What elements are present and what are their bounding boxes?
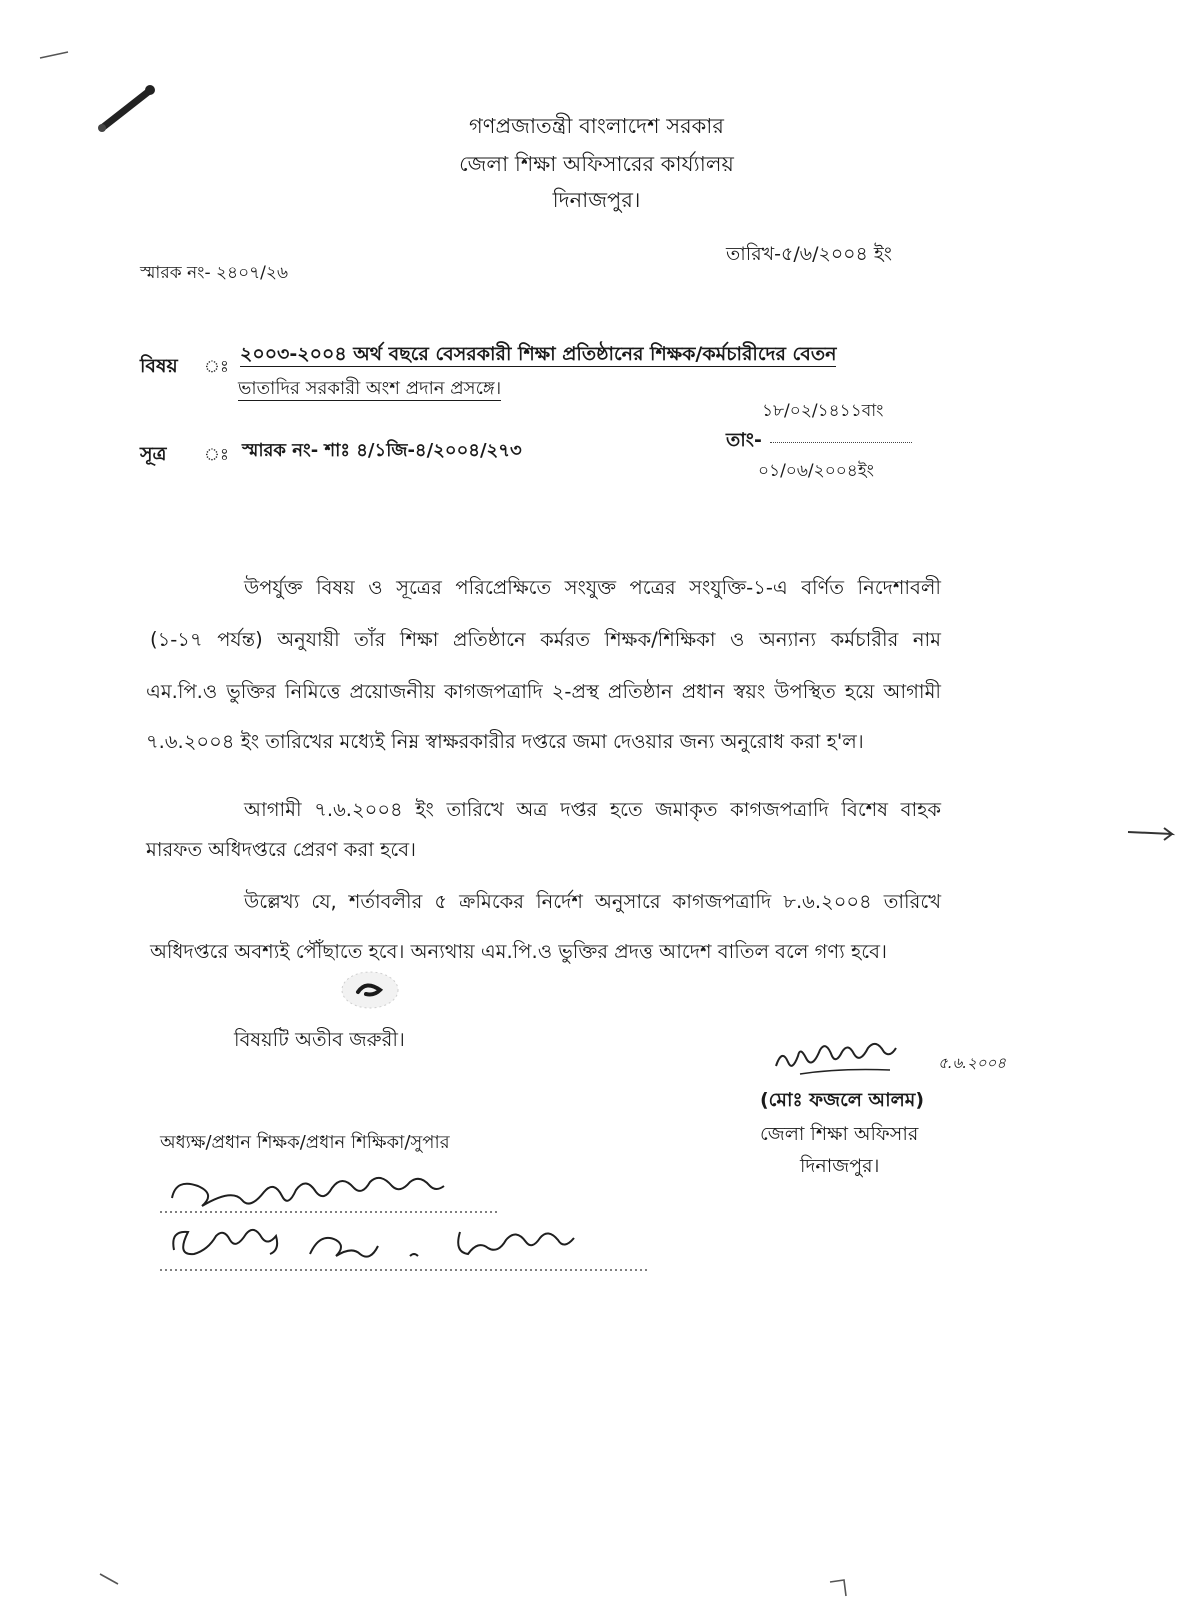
- officer-signature-date: ৫.৬.২০০৪: [938, 1054, 1007, 1072]
- memo-number: স্মারক নং- ২৪০৭/২৬: [140, 263, 289, 283]
- subject-line1: ২০০৩-২০০৪ অর্থ বছরে বেসরকারী শিক্ষা প্রতিষ্ঠানের শিক্ষক/কর্মচারীদের বেতন: [240, 343, 837, 365]
- paragraph-1-line-1: উপর্যুক্ত বিষয় ও সূত্রের পরিপ্রেক্ষিতে সংযুক্ত পত্রের সংযুক্তি-১-এ বর্ণিত নিদেশাবলী: [244, 576, 941, 599]
- stamp-mark: [338, 968, 402, 1012]
- header-govt: গণপ্রজাতন্ত্রী বাংলাদেশ সরকার: [469, 114, 724, 138]
- reference-date-bangla: ১৮/০২/১৪১১বাং: [762, 401, 884, 421]
- subject-line2: ভাতাদির সরকারী অংশ প্রদান প্রসঙ্গে।: [238, 378, 502, 399]
- recipient-label: অধ্যক্ষ/প্রধান শিক্ষক/প্রধান শিক্ষিকা/সুপার: [160, 1132, 450, 1153]
- scan-artifact-dash: [40, 50, 70, 60]
- reference-date-rule: [770, 432, 912, 443]
- header-city: দিনাজপুর।: [552, 188, 641, 212]
- handwritten-address: [160, 1166, 660, 1286]
- officer-signature: [770, 1036, 940, 1080]
- header-office: জেলা শিক্ষা অফিসারের কার্য্যালয়: [459, 152, 734, 176]
- staple-mark: [96, 82, 160, 138]
- reference-colon: ঃ: [204, 445, 229, 465]
- paragraph-2-line-2: মারফত অধিদপ্তরে প্রেরণ করা হবে।: [146, 838, 417, 861]
- officer-name: (মোঃ ফজলে আলম): [760, 1089, 925, 1111]
- paragraph-1-line-3: এম.পি.ও ভুক্তির নিমিত্তে প্রয়োজনীয় কাগজপত্রাদি ২-প্রস্থ প্রতিষ্ঠান প্রধান স্বয়ং উপস্থিত হয়ে আগামী: [146, 680, 941, 703]
- scan-artifact-bottom-left: [98, 1572, 122, 1586]
- reference-memo: স্মারক নং- শাঃ ৪/১জি-৪/২০০৪/২৭৩: [242, 440, 522, 461]
- paragraph-3-line-2: অধিদপ্তরে অবশ্যই পৌঁছাতে হবে। অন্যথায় এম.পি.ও ভুক্তির প্রদত্ত আদেশ বাতিল বলে গণ্য হবে।: [150, 940, 887, 963]
- officer-place: দিনাজপুর।: [800, 1155, 880, 1177]
- paragraph-1-line-2: (১-১৭ পর্যন্ত) অনুযায়ী তাঁর শিক্ষা প্রতিষ্ঠানে কর্মরত শিক্ষক/শিক্ষিকা ও অন্যান্য কর্মচারীর নাম: [150, 628, 941, 651]
- reference-date-english: ০১/০৬/২০০৪ইং: [758, 461, 874, 481]
- subject-colon: ঃ: [204, 357, 229, 377]
- paragraph-3-line-1: উল্লেখ্য যে, শর্তাবলীর ৫ ক্রমিকের নির্দেশ অনুসারে কাগজপত্রাদি ৮.৬.২০০৪ তারিখে: [244, 890, 941, 913]
- subject-label: বিষয়: [140, 355, 178, 377]
- reference-label: সূত্র: [140, 443, 167, 465]
- paragraph-1-line-4: ৭.৬.২০০৪ ইং তারিখের মধ্যেই নিম্ন স্বাক্ষরকারীর দপ্তরে জমা দেওয়ার জন্য অনুরোধ করা হ'ল।: [146, 730, 864, 753]
- urgent-note: বিষয়টি অতীব জরুরী।: [234, 1028, 405, 1051]
- memo-date: তারিখ-৫/৬/২০০৪ ইং: [726, 243, 892, 265]
- reference-date-prefix: তাং-: [726, 429, 762, 451]
- scan-artifact-right: [1128, 824, 1178, 844]
- officer-designation: জেলা শিক্ষা অফিসার: [760, 1123, 919, 1145]
- paragraph-2-line-1: আগামী ৭.৬.২০০৪ ইং তারিখে অত্র দপ্তর হতে জমাকৃত কাগজপত্রাদি বিশেষ বাহক: [244, 798, 941, 821]
- scan-artifact-bottom-right: [828, 1578, 852, 1598]
